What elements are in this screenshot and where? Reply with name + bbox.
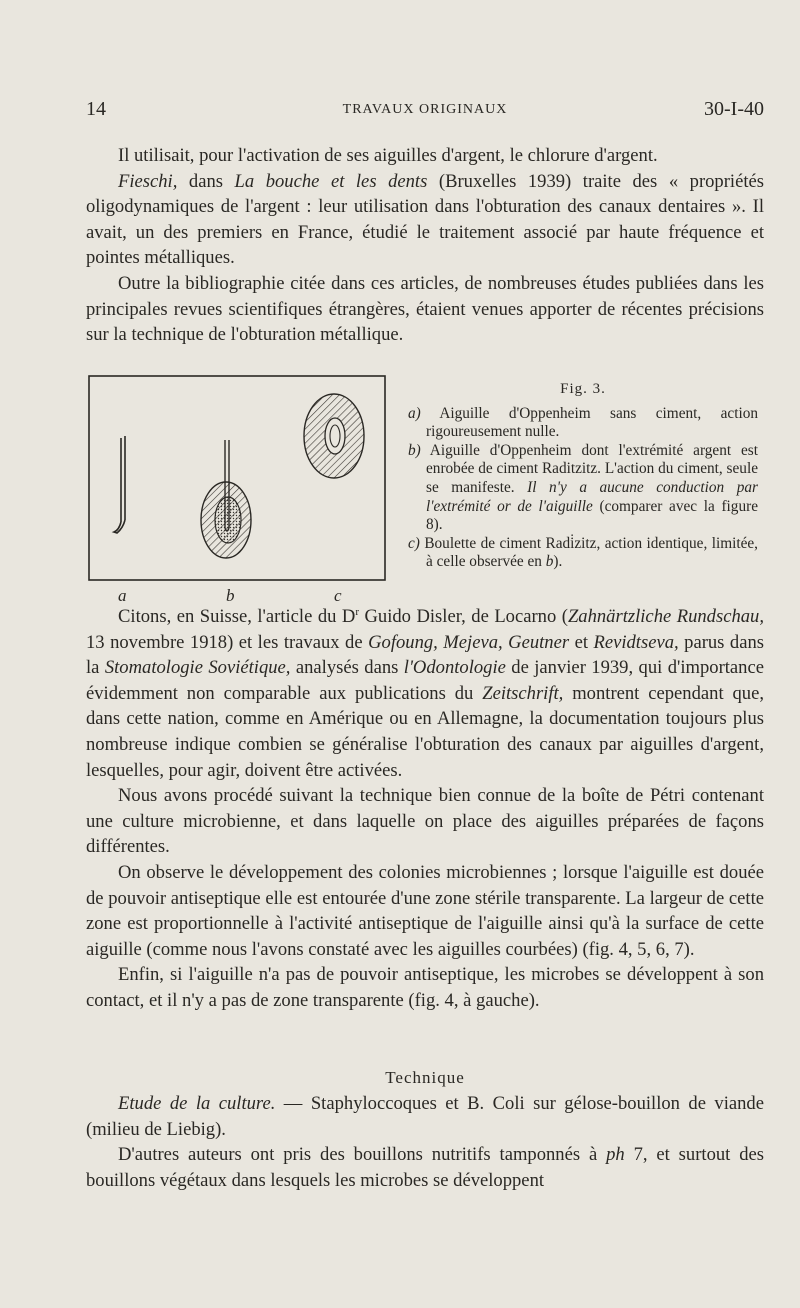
needle-diagram bbox=[88, 370, 398, 610]
paragraph: Nous avons procédé suivant la technique bien connue de la boîte de Pétri contenant une culture microbienne, et dans laquelle on place des aiguilles préparées de façons différentes. bbox=[86, 785, 764, 858]
book-title: La bouche et les dents bbox=[234, 170, 428, 192]
issue-date: 30-I-40 bbox=[704, 98, 764, 120]
caption-item-a: a) Aiguille d'Oppenheim sans ciment, action rigoureusement nulle. bbox=[408, 404, 758, 441]
text-block-bottom bbox=[86, 1091, 764, 1193]
figure-label-b: b bbox=[226, 586, 235, 605]
page-number: 14 bbox=[86, 98, 106, 120]
text-block-top bbox=[86, 143, 764, 348]
caption-item-b: b) Aiguille d'Oppenheim dont l'extrémité argent est enrobée de ciment Raditzitz. L'action du ciment, seule se manifeste. Il n'y a aucune conduction par l'extrémité or de l'aiguille (comparer avec la figure 8). bbox=[408, 441, 759, 534]
paragraph: Outre la bibliographie citée dans ces articles, de nombreuses études publiées dans les principales revues scientifiques étrangères, étaient venues apporter de récentes précisions sur la technique de l'obturation métallique. bbox=[86, 272, 764, 346]
running-header bbox=[86, 98, 764, 126]
figure-label-c: c bbox=[334, 586, 342, 605]
paragraph: Il utilisait, pour l'activation de ses aiguilles d'argent, le chlorure d'argent. bbox=[118, 145, 658, 166]
running-title: TRAVAUX ORIGINAUX bbox=[342, 102, 508, 117]
author-name: Fieschi, bbox=[118, 170, 178, 192]
needle-b bbox=[201, 440, 251, 558]
figure-caption bbox=[408, 380, 758, 572]
section-heading: Technique bbox=[385, 1068, 465, 1087]
text-block-middle bbox=[86, 604, 764, 1014]
paragraph: Etude de la culture. — Staphyloccoques et B. Coli sur gélose-bouillon de viande (milieu de Liebig). bbox=[86, 1093, 764, 1140]
figure-title: Fig. 3. bbox=[560, 381, 606, 397]
paragraph: Enfin, si l'aiguille n'a pas de pouvoir antiseptique, les microbes se développent à son contact, et il n'y a pas de zone transparente (fig. 4, à gauche). bbox=[86, 964, 764, 1011]
paragraph: Citons, en Suisse, l'article du $D^r$ Guido Disler, de Locarno (Zahnärtzliche Rundschau, 13 novembre 1918) et les travaux de Gofoung, Mejeva, Geutner et Revidtseva, parus dans la Stomatologie Soviétique, analysés dans l'Odontologie de janvier 1939, qui d'importance évidemment non comparable aux publications du Zeitschrift, montrent cependant que, dans cette nation, comme en Amérique ou en Allemagne, la documentation toujours plus nombreuse indique combien se généralise l'obturation des canaux par aiguilles d'argent, lesquelles, pour agir, doivent être activées. bbox=[86, 605, 765, 781]
cement-pellet-c bbox=[304, 394, 364, 478]
caption-item-c: c) Boulette de ciment Radi̇zitz, action identique, limitée, à celle observée en b). bbox=[408, 534, 758, 571]
paragraph: On observe le développement des colonies microbiennes ; lorsque l'aiguille est douée de pouvoir antiseptique elle est entourée d'une zone stérile transparente. La largeur de cette zone est proportionnelle à l'activité antiseptique de l'aiguille ainsi qu'à la surface de cette aiguille (comme nous l'avons constaté avec les aiguilles courbées) (fig. 4, 5, 6, 7). bbox=[86, 861, 764, 960]
needle-a bbox=[114, 436, 125, 533]
paragraph: Fieschi, dans La bouche et les dents (Bruxelles 1939) traite des « propriétés oligodynamiques de l'argent : leur utilisation dans l'obturation des canaux dentaires ». Il avait, un des premiers en France, étudié le traitement associé par haute fréquence et pointes métalliques. bbox=[86, 170, 764, 269]
figure-3-illustration bbox=[88, 370, 398, 610]
figure-label-a: a bbox=[118, 586, 127, 605]
paragraph: D'autres auteurs ont pris des bouillons nutritifs tamponnés à ph 7, et surtout des bouillons végétaux dans lesquels les microbes se développent bbox=[86, 1144, 764, 1191]
